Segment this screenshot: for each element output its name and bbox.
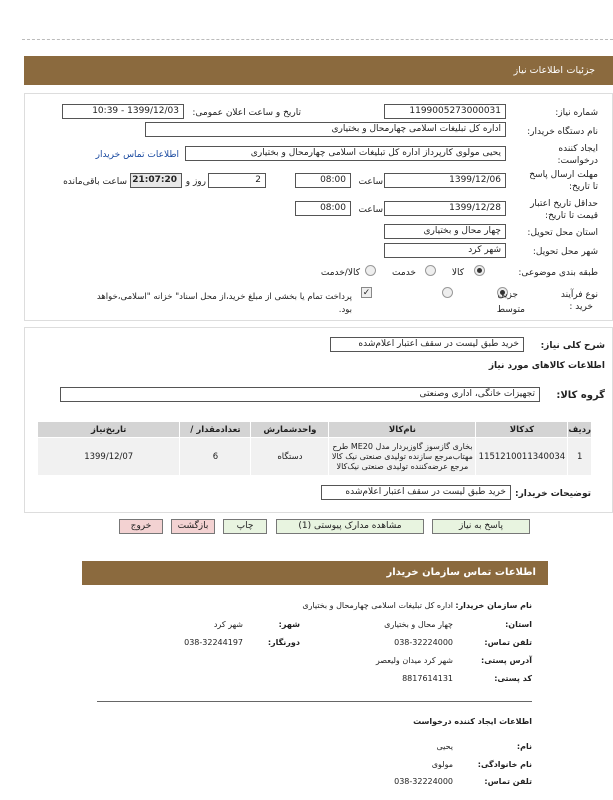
view-attachments-button[interactable]: مشاهده مدارک پیوستی (1) bbox=[276, 519, 424, 534]
remaining-time-label: ساعت باقی‌مانده bbox=[63, 177, 127, 187]
cell-qty: 6 bbox=[180, 438, 251, 476]
category-both-label: کالا/خدمت bbox=[320, 268, 360, 278]
deadline-time-label: ساعت bbox=[358, 177, 383, 187]
creator-phone-value: 038-32224000 bbox=[394, 777, 453, 786]
contact-phone-value: 038-32224000 bbox=[394, 638, 453, 647]
category-service-label: خدمت bbox=[392, 268, 416, 278]
col-code: کدکالا bbox=[476, 422, 568, 438]
answer-button[interactable]: پاسخ به نیاز bbox=[432, 519, 530, 534]
deadline-time-field[interactable]: 08:00 bbox=[295, 173, 351, 188]
process-medium-radio[interactable] bbox=[442, 287, 453, 298]
contact-province-value: چهار محال و بختیاری bbox=[384, 620, 453, 629]
contact-address-label: آدرس پستی: bbox=[481, 656, 532, 665]
creator-field[interactable]: یحیی مولوی کارپرداز اداره کل تبلیغات اسلامی چهارمحال و بختیاری bbox=[185, 146, 506, 161]
process-label-1: نوع فرآیند bbox=[560, 290, 598, 300]
deadline-date-field[interactable]: 1399/12/06 bbox=[384, 173, 506, 188]
deadline-label-1: مهلت ارسال پاسخ bbox=[529, 170, 598, 180]
general-desc-field[interactable]: خرید طبق لیست در سقف اعتبار اعلام‌شده bbox=[330, 337, 524, 352]
process-medium-label: متوسط bbox=[496, 305, 525, 315]
creator-family-label: نام خانوادگی: bbox=[477, 760, 532, 769]
col-date: تاریخ‌نیاز bbox=[38, 422, 180, 438]
announce-label: تاریخ و ساعت اعلان عمومی: bbox=[192, 108, 301, 118]
category-label: طبقه بندی موضوعی: bbox=[518, 268, 598, 278]
contact-postal-value: 8817614131 bbox=[402, 674, 453, 683]
province-label: استان محل تحویل: bbox=[527, 228, 598, 238]
col-qty: تعدادمقدار / bbox=[180, 422, 251, 438]
buyer-label: نام دستگاه خریدار: bbox=[527, 127, 598, 137]
items-panel bbox=[24, 327, 613, 513]
need-no-field[interactable]: 1199005273000031 bbox=[384, 104, 506, 119]
tab-details[interactable]: جزئیات bbox=[566, 65, 595, 76]
contact-address-value: شهر کرد میدان ولیعصر bbox=[375, 656, 453, 665]
contact-province-label: استان: bbox=[505, 620, 532, 629]
category-both-radio[interactable] bbox=[365, 265, 376, 276]
process-partial-label: جزیی bbox=[497, 290, 518, 300]
contact-city-label: شهر: bbox=[278, 620, 300, 629]
need-no-label: شماره نیاز: bbox=[555, 108, 598, 118]
cell-unit: دستگاه bbox=[251, 438, 329, 476]
table-row[interactable] bbox=[38, 438, 592, 476]
print-button[interactable]: چاپ bbox=[223, 519, 267, 534]
buyer-contact-link[interactable]: اطلاعات تماس خریدار bbox=[95, 150, 179, 160]
goods-group-label: گروه کالا: bbox=[556, 390, 605, 401]
col-unit: واحدشمارش bbox=[251, 422, 329, 438]
creator-info-title: اطلاعات ایجاد کننده درخواست bbox=[413, 717, 532, 726]
treasury-payment-note: پرداخت تمام یا بخشی از مبلغ خرید،از محل اسناد" خزانه "اسلامی،خواهد bbox=[96, 292, 352, 302]
col-name: نام‌کالا bbox=[329, 422, 476, 438]
remaining-time-field: 21:07:20 bbox=[130, 173, 182, 188]
cell-code: 1151210011340034 bbox=[476, 438, 568, 476]
items-table bbox=[37, 421, 592, 476]
days-field[interactable]: 2 bbox=[208, 173, 266, 188]
col-row: ردیف bbox=[568, 422, 592, 438]
contact-divider bbox=[97, 701, 532, 702]
contact-fax-value: 038-32244197 bbox=[184, 638, 243, 647]
cell-row: 1 bbox=[568, 438, 592, 476]
deadline-label-2: تا تاریخ: bbox=[568, 182, 598, 192]
min-validity-date-field[interactable]: 1399/12/28 bbox=[384, 201, 506, 216]
items-title: اطلاعات کالاهای مورد نیاز bbox=[488, 361, 605, 371]
category-goods-label: کالا bbox=[451, 268, 464, 278]
contact-city-value: شهر کرد bbox=[213, 620, 243, 629]
creator-phone-label: تلفن تماس: bbox=[484, 777, 532, 786]
contact-phone-label: تلفن تماس: bbox=[484, 638, 532, 647]
category-goods-radio[interactable] bbox=[474, 265, 485, 276]
creator-name-label: نام: bbox=[516, 742, 532, 751]
treasury-payment-note-2: بود. bbox=[338, 305, 352, 315]
goods-group-field[interactable]: تجهیزات خانگی، اداری وصنعتی bbox=[60, 387, 540, 402]
back-button[interactable]: بازگشت bbox=[171, 519, 215, 534]
contact-org-label: نام سازمان خریدار: bbox=[455, 601, 532, 610]
creator-family-value: مولوی bbox=[431, 760, 453, 769]
buyer-note-label: توضیحات خریدار: bbox=[515, 489, 591, 499]
cell-date: 1399/12/07 bbox=[38, 438, 180, 476]
buyer-note-field[interactable]: خرید طبق لیست در سقف اعتبار اعلام‌شده bbox=[321, 485, 511, 500]
tab-need-info[interactable]: اطلاعات نیاز bbox=[513, 65, 563, 76]
city-field[interactable]: شهر کرد bbox=[384, 243, 506, 258]
buyer-field[interactable]: اداره کل تبلیغات اسلامی چهارمحال و بختیاری bbox=[145, 122, 506, 137]
contact-title: اطلاعات تماس سازمان خریدار bbox=[386, 567, 536, 578]
announce-field[interactable]: 1399/12/03 - 10:39 bbox=[62, 104, 184, 119]
contact-header bbox=[82, 561, 548, 585]
category-service-radio[interactable] bbox=[425, 265, 436, 276]
table-header-row bbox=[38, 422, 592, 438]
contact-fax-label: دورنگار: bbox=[267, 638, 300, 647]
creator-label-2: درخواست: bbox=[557, 156, 598, 166]
min-validity-time-label: ساعت bbox=[358, 205, 383, 215]
creator-name-value: یحیی bbox=[436, 742, 453, 751]
treasury-payment-checkbox[interactable]: ✓ bbox=[362, 288, 371, 298]
top-divider bbox=[22, 39, 613, 40]
days-label: روز و bbox=[185, 177, 206, 187]
creator-label-1: ایجاد کننده bbox=[558, 144, 598, 154]
header-bar bbox=[24, 56, 613, 85]
contact-postal-label: کد پستی: bbox=[494, 674, 532, 683]
contact-org-value: اداره کل تبلیغات اسلامی چهارمحال و بختیاری bbox=[302, 601, 453, 610]
min-validity-time-field[interactable]: 08:00 bbox=[295, 201, 351, 216]
min-validity-label-1: حداقل تاریخ اعتبار bbox=[530, 199, 598, 209]
process-label-2: خرید : bbox=[569, 302, 593, 312]
province-field[interactable]: چهار محال و بختیاری bbox=[384, 224, 506, 239]
general-desc-label: شرح کلی نیاز: bbox=[540, 341, 605, 351]
city-label: شهر محل تحویل: bbox=[532, 247, 598, 257]
min-validity-label-2: قیمت تا تاریخ: bbox=[545, 211, 598, 221]
cell-name: بخاری گازسوز گاوزبردار مدل ME20 طرح مهتاب‌مرجع سازنده تولیدی صنعتی نیک کالا مرجع عرضه‌کننده تولیدی صنعتی نیک‌کالا bbox=[329, 438, 476, 476]
exit-button[interactable]: خروج bbox=[119, 519, 163, 534]
